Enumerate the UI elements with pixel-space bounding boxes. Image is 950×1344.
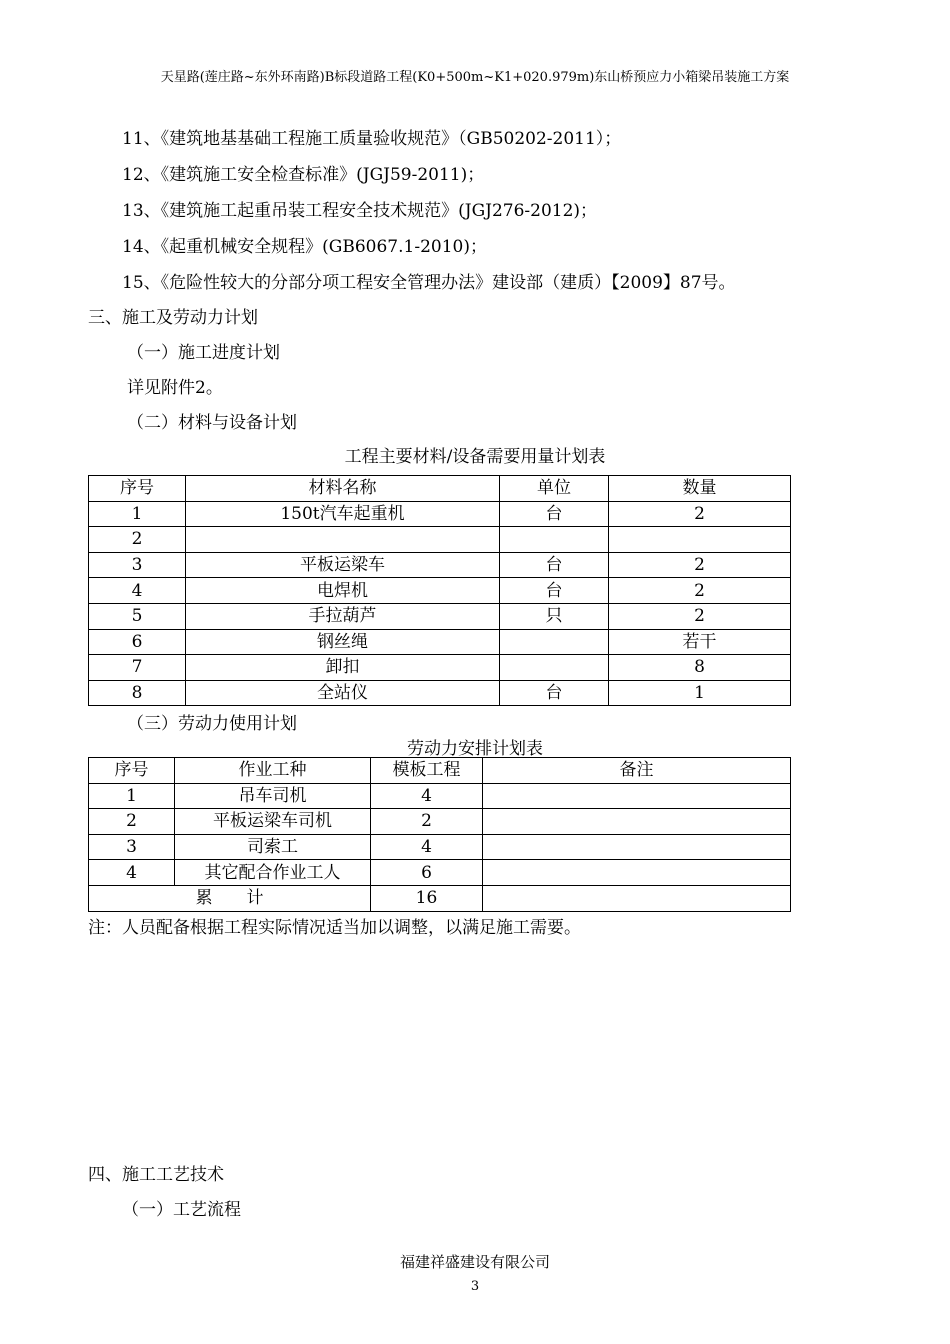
table-cell: 平板运梁车 [186,552,500,578]
header-cell: 作业工种 [175,758,371,784]
table-cell: 2 [89,527,186,553]
table-cell [483,885,791,911]
footer-company: 福建祥盛建设有限公司 [399,1253,550,1271]
table-row [89,578,791,604]
table-cell: 3 [89,834,175,860]
table-cell [483,809,791,835]
table-cell: 卸扣 [186,655,500,681]
table-cell: 平板运梁车司机 [175,809,371,835]
table-cell: 4 [371,783,483,809]
total-label: 累 计 [89,885,371,911]
subsection-heading: （三）劳动力使用计划 [127,714,297,734]
table-cell [483,860,791,886]
table-cell: 4 [371,834,483,860]
table-cell: 2 [609,501,791,527]
subsection-heading: （一）工艺流程 [122,1200,241,1220]
table-header-row [89,758,791,784]
table-cell: 只 [500,603,609,629]
table-row [89,501,791,527]
table-cell: 其它配合作业工人 [175,860,371,886]
table-cell: 2 [609,552,791,578]
header-cell: 序号 [89,758,175,784]
table-cell: 1 [89,501,186,527]
table-cell: 台 [500,501,609,527]
header-cell: 数量 [609,476,791,502]
table-cell: 电焊机 [186,578,500,604]
table-cell: 6 [371,860,483,886]
table-total-row [89,885,791,911]
reference-item: 14、《起重机械安全规程》(GB6067.1-2010)； [122,237,487,257]
table-row [89,834,791,860]
materials-table [88,475,791,706]
table-row [89,809,791,835]
table-cell [500,629,609,655]
table-cell: 全站仪 [186,680,500,706]
page-number: 3 [470,1279,480,1294]
labor-table [88,757,791,912]
table-cell [500,527,609,553]
table-cell [483,834,791,860]
table-cell: 2 [371,809,483,835]
table-cell: 1 [89,783,175,809]
table-header-row [89,476,791,502]
table-cell: 1 [609,680,791,706]
table-cell: 2 [609,603,791,629]
subsection-heading: （一）施工进度计划 [127,343,280,363]
table-cell: 5 [89,603,186,629]
table-cell: 4 [89,578,186,604]
table-cell: 8 [609,655,791,681]
table-cell: 2 [89,809,175,835]
header-cell: 材料名称 [186,476,500,502]
table-cell: 8 [89,680,186,706]
table-cell: 6 [89,629,186,655]
table-cell [609,527,791,553]
paragraph: 详见附件2。 [127,378,223,398]
table-cell: 钢丝绳 [186,629,500,655]
note: 注：人员配备根据工程实际情况适当加以调整，以满足施工需要。 [88,918,581,938]
reference-item: 12、《建筑施工安全检查标准》(JGJ59-2011)； [122,165,485,185]
table-caption: 工程主要材料/设备需要用量计划表 [344,447,606,467]
table-cell: 台 [500,578,609,604]
table-row [89,783,791,809]
table-row [89,629,791,655]
table-row [89,527,791,553]
header-cell: 单位 [500,476,609,502]
table-cell: 台 [500,680,609,706]
table-cell: 3 [89,552,186,578]
table-row [89,552,791,578]
table-cell: 若干 [609,629,791,655]
table-cell: 7 [89,655,186,681]
header-cell: 序号 [89,476,186,502]
table-row [89,603,791,629]
header-cell: 模板工程 [371,758,483,784]
table-cell [483,783,791,809]
table-cell: 2 [609,578,791,604]
reference-item: 11、《建筑地基基础工程施工质量验收规范》（GB50202-2011）； [122,129,622,149]
reference-item: 13、《建筑施工起重吊装工程安全技术规范》(JGJ276-2012)； [122,201,598,221]
section-heading: 四、施工工艺技术 [88,1165,224,1185]
table-cell: 吊车司机 [175,783,371,809]
table-caption: 劳动力安排计划表 [407,739,543,759]
subsection-heading: （二）材料与设备计划 [127,413,297,433]
header-cell: 备注 [483,758,791,784]
table-cell: 手拉葫芦 [186,603,500,629]
table-cell: 4 [89,860,175,886]
reference-item: 15、《危险性较大的分部分项工程安全管理办法》建设部（建质）【2009】87号。 [122,273,736,293]
table-cell [500,655,609,681]
table-cell: 司索工 [175,834,371,860]
table-cell [186,527,500,553]
total-value: 16 [371,885,483,911]
table-row [89,680,791,706]
table-cell: 台 [500,552,609,578]
table-row [89,655,791,681]
page-header: 天星路(莲庄路~东外环南路)B标段道路工程(K0+500m~K1+020.979m)东山桥预应力小箱梁吊装施工方案 [160,70,790,85]
table-row [89,860,791,886]
table-cell: 150t汽车起重机 [186,501,500,527]
section-heading: 三、施工及劳动力计划 [88,308,258,328]
